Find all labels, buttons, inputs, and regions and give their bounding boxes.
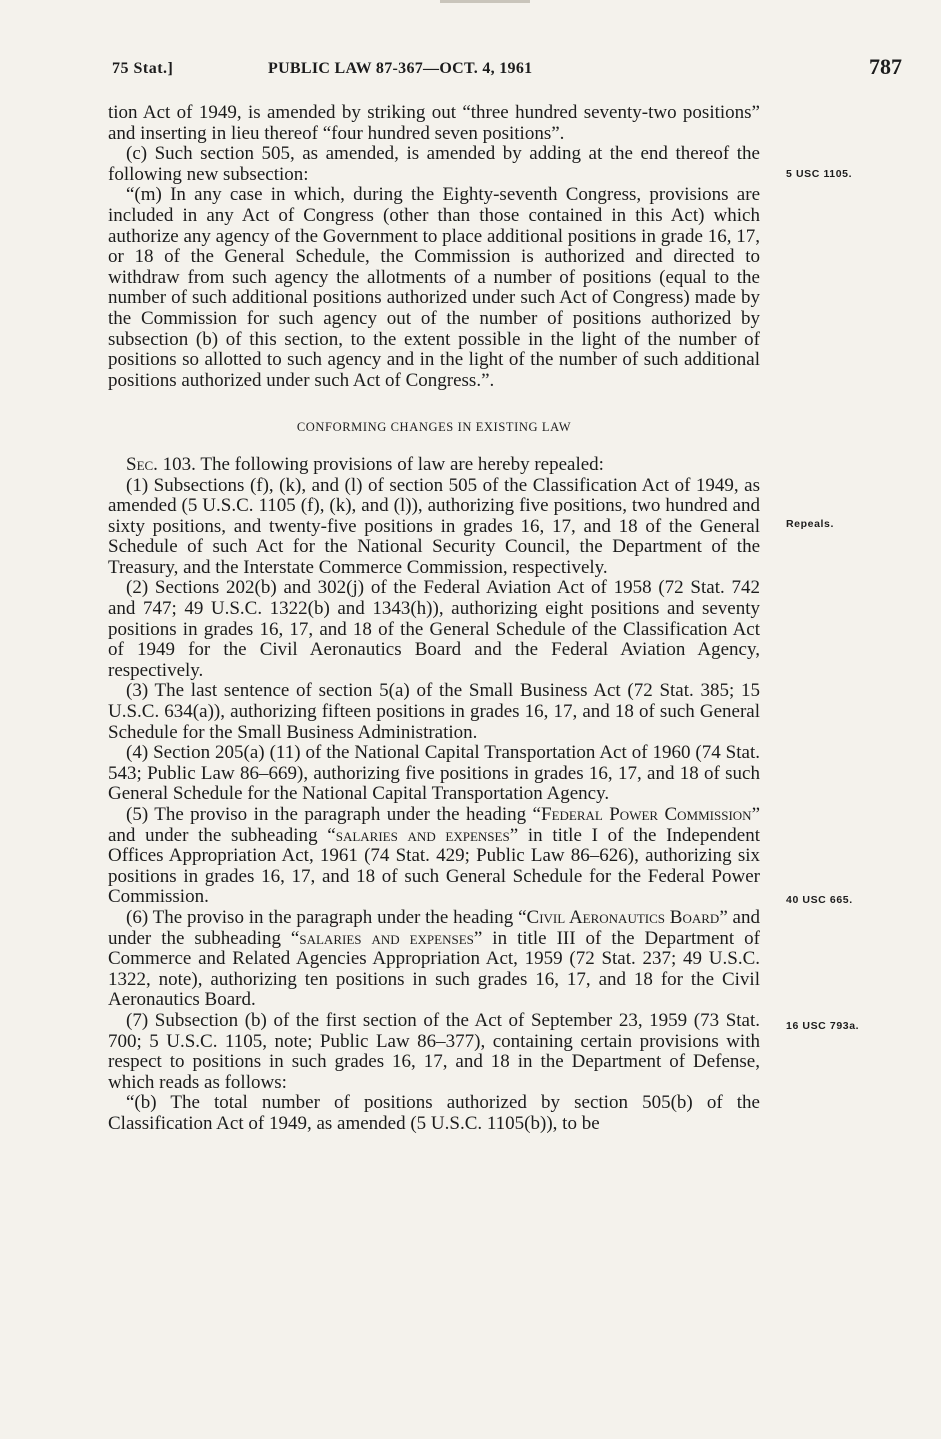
paragraph-subsection-c: (c) Such section 505, as amended, is amended by adding at the end thereof the following new subsection: <box>108 143 760 185</box>
item-6-subheading: salaries and expenses <box>299 927 474 949</box>
item-5-text-c: ” and under the subheading “ <box>108 804 760 846</box>
statute-volume: 75 Stat.] <box>112 60 174 77</box>
body-text <box>108 103 760 1135</box>
item-6-text-a: (6) The proviso in the paragraph under the heading “ <box>126 906 527 928</box>
paragraph-subsection-m: “(m) In any case in which, during the Eighty-seventh Congress, provisions are included in any Act of Congress (other than those contained in this Act) which authorize any agency of the Government to place additional positions in grade 16, 17, or 18 of the General Schedule, the Commission is authorized and directed to withdraw from such agency the allotments of a number of positions (equal to the number of such additional positions authorized under such Act of Congress) made by the Commission for such agency out of the number of positions authorized by subsection (b) of this section, to the extent possible in the light of the number of positions so allotted to such agency and in the light of the number of such additional positions authorized under such Act of Congress.”. <box>108 184 760 391</box>
item-6-text-c: ” and under the subheading “ <box>108 906 760 949</box>
margin-note-5-usc-1105: 5 USC 1105. <box>786 168 853 180</box>
item-5-text-a: (5) The proviso in the paragraph under the heading “ <box>126 804 541 825</box>
margin-note-repeals: Repeals. <box>786 518 834 530</box>
quoted-subsection-b: “(b) The total number of positions authorized by section 505(b) of the Classification Act of 1949, as amended (5 U.S.C. 1105(b)), to be <box>108 1092 760 1134</box>
item-6-text-e: ” in title III of the Department of Commerce and Related Agencies Appropriation Act, 1959 (72 Stat. 237; 49 U.S.C. 1322, note), authorizing ten positions in such grades 16, 17, and 18 for the Civil Aeronautics Board. <box>108 927 761 1011</box>
item-5-subheading: salaries and expenses <box>335 824 510 846</box>
margin-note-40-usc-665: 40 USC 665. <box>786 894 853 906</box>
item-5-heading: Federal Power Commission <box>541 804 752 825</box>
repeal-item-6 <box>108 908 760 1011</box>
running-header <box>108 52 908 86</box>
item-6-heading: Civil Aeronautics Board <box>526 906 720 928</box>
page-number: 787 <box>869 54 902 79</box>
repeal-item-2: (2) Sections 202(b) and 302(j) of the Federal Aviation Act of 1958 (72 Stat. 742 and 747; 49 U.S.C. 1322(b) and 1343(h)), authorizing eight positions and seventy positions in grades 16, 17, and 18 of the General Schedule of the Classification Act of 1949 for the Civil Aeronautics Board and the Federal Aviation Agency, respectively. <box>108 577 760 681</box>
margin-note-16-usc-793a: 16 USC 793a. <box>786 1020 860 1032</box>
repeal-item-5 <box>108 805 760 908</box>
section-label: Sec. 103. <box>126 453 196 475</box>
section-103-text: The following provisions of law are hereby repealed: <box>195 453 604 475</box>
item-5-text-e: ” in title I of the Independent Offices Appropriation Act, 1961 (74 Stat. 429; Public Law 86–626), authorizing six positions in grades 16, 17, and 18 of such General Schedule for the Federal Power Commission. <box>108 824 760 908</box>
law-title: PUBLIC LAW 87-367—OCT. 4, 1961 <box>268 60 533 77</box>
binding-seam <box>440 0 530 3</box>
repeal-item-1: (1) Subsections (f), (k), and (l) of section 505 of the Classification Act of 1949, as amended (5 U.S.C. 1105 (f), (k), and (l)), authorizing five positions, two hundred and sixty positions, and twenty-five positions in grades 16, 17, and 18 of the General Schedule of such Act for the National Security Council, the Department of the Treasury, and the Interstate Commerce Commission, respectively. <box>108 474 760 578</box>
section-heading: CONFORMING CHANGES IN EXISTING LAW <box>296 420 572 435</box>
paragraph-continuation: tion Act of 1949, is amended by striking out “three hundred seventy-two positions” and inserting in lieu thereof “four hundred seven positions”. <box>108 102 760 144</box>
section-103 <box>108 455 760 476</box>
repeal-item-7: (7) Subsection (b) of the first section of the Act of September 23, 1959 (73 Stat. 700; 5 U.S.C. 1105, note; Public Law 86–377), containing certain provisions with respect to positions in such grades 16, 17, and 18 in the Department of Defense, which reads as follows: <box>108 1009 760 1093</box>
repeal-item-4: (4) Section 205(a) (11) of the National Capital Transportation Act of 1960 (74 Stat. 543; Public Law 86–669), authorizing five positions in grades 16, 17, and 18 of such General Schedule for the National Capital Transportation Agency. <box>108 742 760 805</box>
repeal-item-3: (3) The last sentence of section 5(a) of the Small Business Act (72 Stat. 385; 15 U.S.C. 634(a)), authorizing fifteen positions in grades 16, 17, and 18 of such General Schedule for the Small Business Administration. <box>108 680 760 743</box>
